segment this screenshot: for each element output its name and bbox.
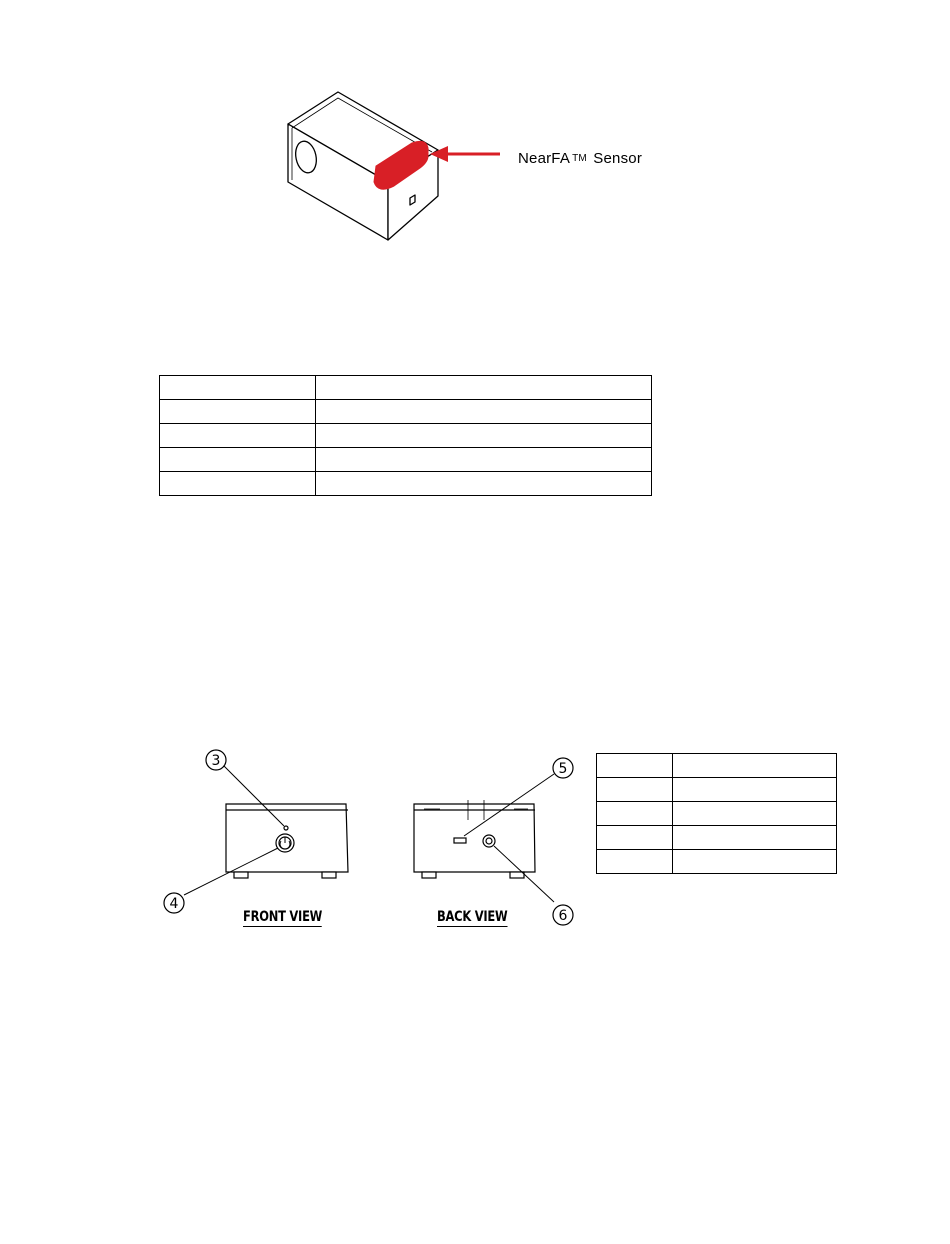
table-row	[597, 802, 837, 826]
table-row	[160, 424, 652, 448]
callout-4: 4	[169, 896, 179, 912]
back-view-caption: BACK VIEW	[437, 909, 508, 925]
table-cell	[316, 448, 652, 472]
spec-table-2	[596, 753, 837, 874]
table-cell	[597, 754, 673, 778]
table-row	[160, 472, 652, 496]
callout-3: 3	[211, 753, 221, 769]
table-cell	[160, 376, 316, 400]
table-cell	[160, 472, 316, 496]
table-row	[597, 850, 837, 874]
back-view-box	[414, 804, 535, 872]
front-view-caption: FRONT VIEW	[243, 909, 323, 925]
usb-port	[454, 838, 466, 843]
table-row	[160, 448, 652, 472]
table-cell	[673, 754, 837, 778]
table-cell	[597, 850, 673, 874]
table-row	[597, 826, 837, 850]
front-back-views-illustration	[150, 740, 590, 950]
table-cell	[316, 376, 652, 400]
table-row	[160, 376, 652, 400]
table-cell	[597, 778, 673, 802]
table-cell	[316, 424, 652, 448]
table-row	[597, 754, 837, 778]
callout-5: 5	[558, 761, 568, 777]
spec-table-1	[159, 375, 652, 496]
table-cell	[597, 802, 673, 826]
nearfa-sensor-label	[518, 150, 642, 167]
trademark-symbol: TM	[572, 153, 587, 164]
table-row	[160, 400, 652, 424]
status-led	[284, 826, 288, 830]
table-cell	[316, 400, 652, 424]
table-row	[597, 778, 837, 802]
sensor-suffix: Sensor	[593, 150, 643, 167]
table-cell	[160, 448, 316, 472]
device-isometric-illustration	[270, 82, 670, 252]
callout-6: 6	[558, 908, 568, 924]
table-cell	[673, 802, 837, 826]
table-cell	[673, 850, 837, 874]
table-cell	[160, 424, 316, 448]
table-cell	[673, 778, 837, 802]
sensor-name: NearFA	[518, 150, 571, 167]
table-cell	[316, 472, 652, 496]
table-cell	[160, 400, 316, 424]
table-cell	[673, 826, 837, 850]
table-cell	[597, 826, 673, 850]
